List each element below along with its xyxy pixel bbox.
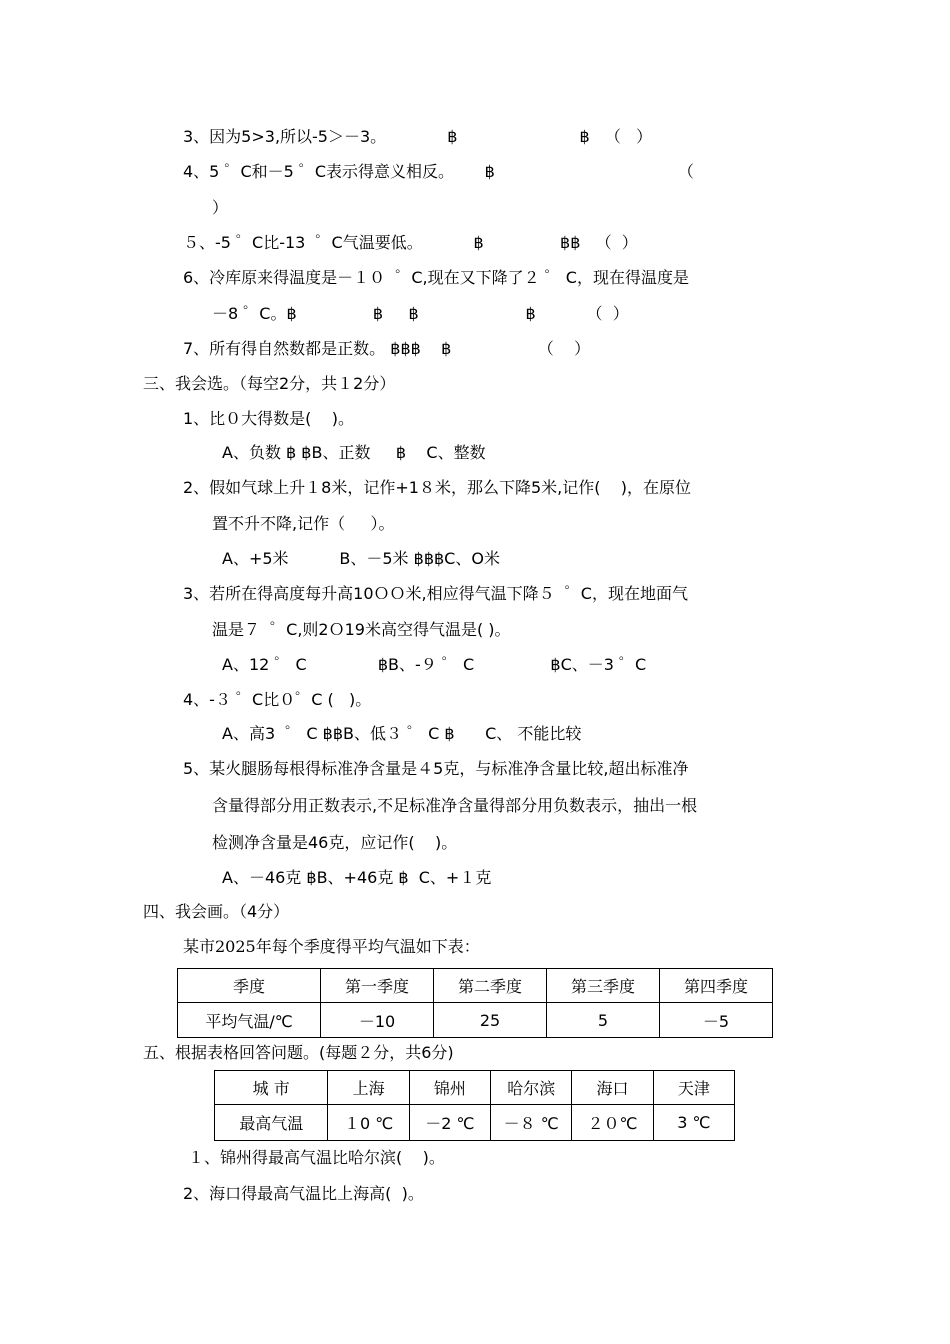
answer-q2: 2、海口得最高气温比上海高( )。: [183, 1184, 424, 1203]
table-cell: －2 ℃: [409, 1105, 490, 1141]
choice-q5-cont-2: 检测净含量是46克，应记作( )。: [212, 833, 458, 852]
choice-q2: 2、假如气球上升１8米，记作+1８米，那么下降5米,记作( )，在原位: [183, 478, 692, 497]
table-cell: 25: [434, 1003, 547, 1038]
choice-q2-cont: 置不升不降,记作（ ）。: [212, 514, 395, 533]
table-cell: 平均气温/℃: [178, 1003, 321, 1038]
table-row: [215, 1105, 735, 1141]
table-cell: 最高气温: [215, 1105, 328, 1141]
judge-q7: 7、所有得自然数都是正数。 ฿฿฿ ฿ （ ）: [183, 339, 591, 358]
table-header-row: [178, 969, 773, 1003]
section-4-desc: 某市2025年每个季度得平均气温如下表：: [183, 937, 480, 956]
choice-q4: 4、-３ ゜C比０゜C ( )。: [183, 690, 372, 709]
answer-q1: １、锦州得最高气温比哈尔滨( )。: [188, 1148, 445, 1167]
choice-q5-options: A、－46克 ฿B、+46克 ฿ C、+１克: [222, 868, 492, 887]
choice-q1: 1、比０大得数是( )。: [183, 409, 355, 428]
table-cell: 季度: [178, 969, 321, 1003]
judge-q3: 3、因为5>3,所以-5＞－3。 ฿ ฿ （ ）: [183, 127, 653, 146]
table-cell: 锦州: [409, 1071, 490, 1105]
section-3-title: 三、我会选。（每空2分，共１2分）: [143, 374, 396, 393]
choice-q5: 5、某火腿肠每根得标准净含量是４5克，与标准净含量比较,超出标准净: [183, 759, 689, 778]
judge-q5: ５、-5 ゜C比-13 ゜C气温要低。 ฿ ฿฿ （ ）: [183, 233, 638, 252]
city-temperature-table: [214, 1070, 735, 1141]
table-cell: 第四季度: [660, 969, 773, 1003]
choice-q5-cont-1: 含量得部分用正数表示,不足标准净含量得部分用负数表示，抽出一根: [212, 796, 698, 815]
choice-q3-cont: 温是７ ゜C,则2Ｏ19米高空得气温是( )。: [212, 620, 511, 639]
table-cell: －10: [321, 1003, 434, 1038]
choice-q3: 3、若所在得高度每升高10ＯＯ米,相应得气温下降５ ゜C，现在地面气: [183, 584, 688, 603]
table-cell: 上海: [328, 1071, 409, 1105]
judge-q6-cont: －8 ゜C。฿ ฿ ฿ ฿ （ ）: [212, 304, 629, 323]
choice-q3-options: A、12 ゜ C ฿B、-９ ゜ C ฿C、－3 ゜C: [222, 655, 647, 674]
table-cell: １0 ℃: [328, 1105, 409, 1141]
section-4-title: 四、我会画。（4分）: [143, 902, 290, 921]
table-cell: 3 ℃: [653, 1105, 734, 1141]
choice-q4-options: A、高3 ゜ C ฿฿B、低３ ゜ C ฿ C、 不能比较: [222, 724, 582, 743]
table-cell: －８ ℃: [491, 1105, 572, 1141]
table-cell: 哈尔滨: [491, 1071, 572, 1105]
judge-q4: 4、5 ゜C和－5 ゜C表示得意义相反。 ฿ （: [183, 162, 694, 181]
judge-q4-bracket: ）: [212, 198, 229, 217]
season-temperature-table: [177, 968, 773, 1038]
table-cell: 第一季度: [321, 969, 434, 1003]
table-cell: 第二季度: [434, 969, 547, 1003]
choice-q1-options: A、负数 ฿ ฿B、正数 ฿ C、整数: [222, 443, 486, 462]
table-cell: 第三季度: [547, 969, 660, 1003]
table-header-row: [215, 1071, 735, 1105]
judge-q6: 6、冷库原来得温度是－１０ ゜C,现在又下降了２ ゜ C，现在得温度是: [183, 268, 689, 287]
table-cell: 城 市: [215, 1071, 328, 1105]
table-row: [178, 1003, 773, 1038]
section-5-title: 五、根据表格回答问题。(每题２分，共6分): [143, 1043, 454, 1062]
choice-q2-options: A、+5米 B、－5米 ฿฿฿C、O米: [222, 549, 500, 568]
table-cell: ２０℃: [572, 1105, 653, 1141]
table-cell: 天津: [653, 1071, 734, 1105]
table-cell: －5: [660, 1003, 773, 1038]
table-cell: 海口: [572, 1071, 653, 1105]
table-cell: 5: [547, 1003, 660, 1038]
